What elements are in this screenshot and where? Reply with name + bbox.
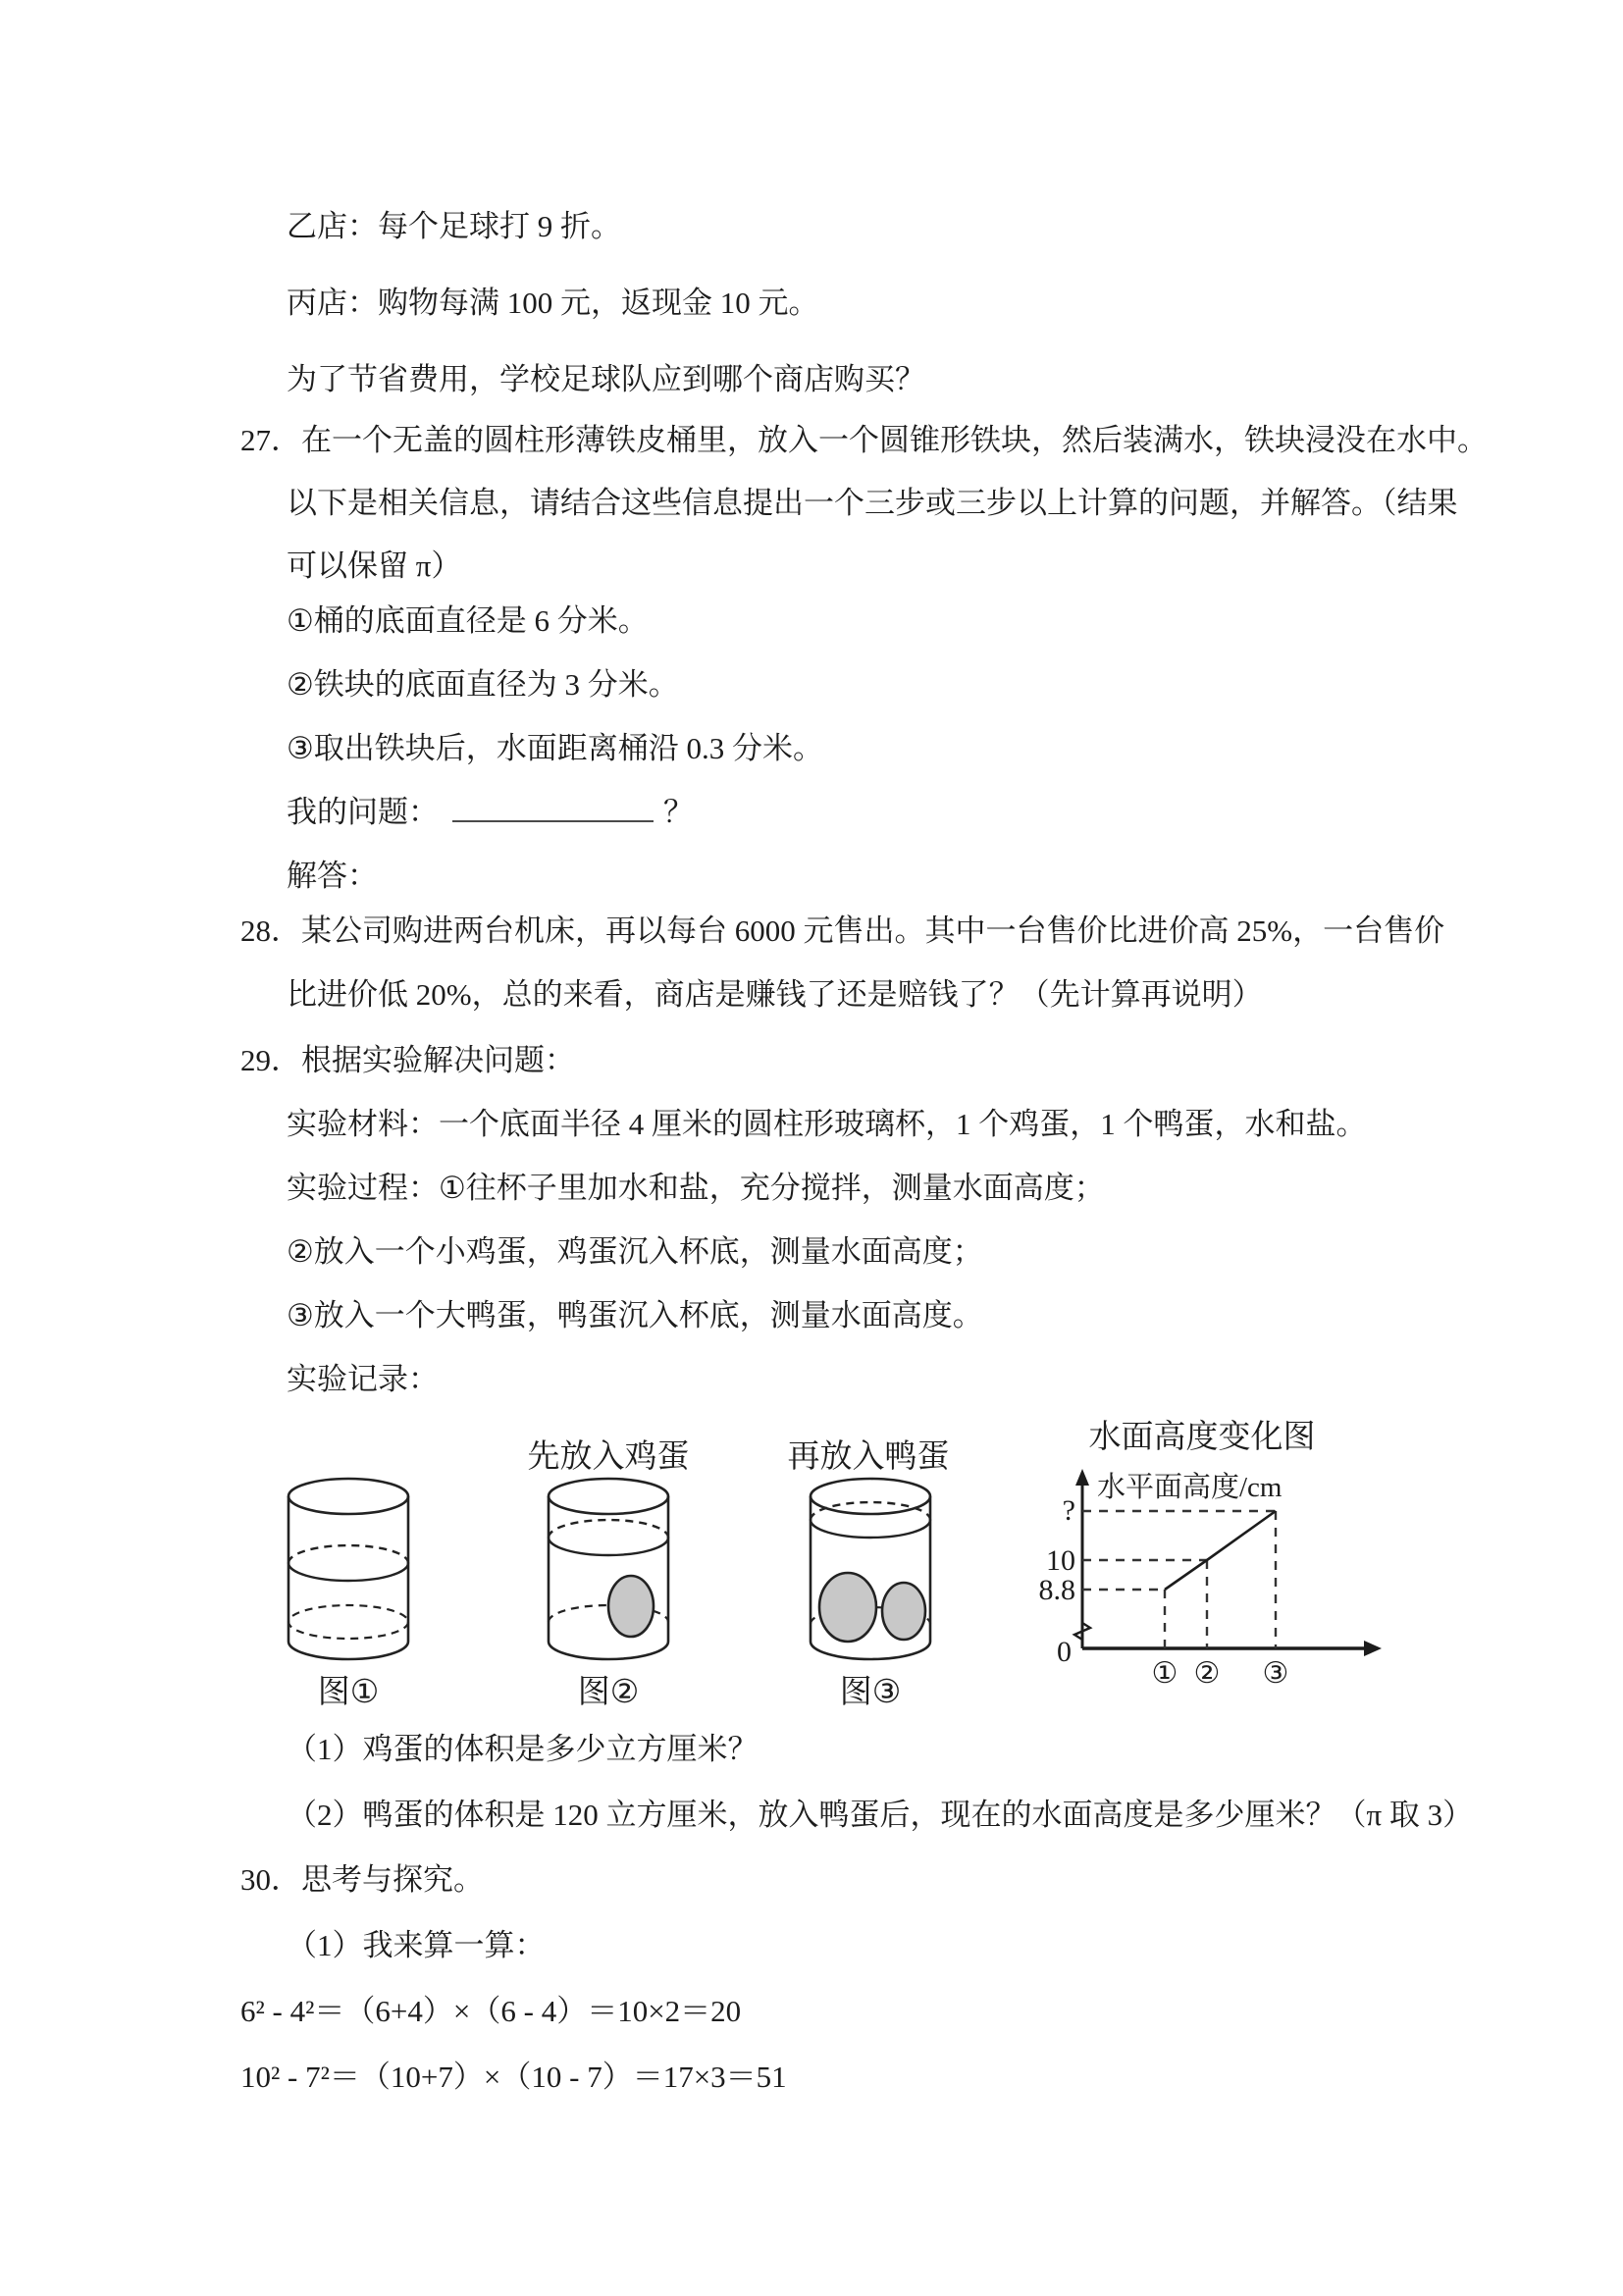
q29-materials: 实验材料：一个底面半径 4 厘米的圆柱形玻璃杯，1 个鸡蛋，1 个鸭蛋，水和盐。 xyxy=(287,1107,1367,1141)
q27-answer-label: 解答： xyxy=(287,859,378,893)
q28-line1: 28．某公司购进两台机床，再以每台 6000 元售出。其中一台售价比进价高 25%，一台售价 xyxy=(240,913,1445,948)
bottom-inner-dashed xyxy=(288,1605,408,1639)
q27-line2: 以下是相关信息，请结合这些信息提出一个三步或三步以上计算的问题，并解答。（结果 xyxy=(287,486,1458,520)
chart-ylabel: 水平面高度/cm xyxy=(1097,1472,1283,1503)
cylinder-bottom xyxy=(811,1642,930,1659)
water-level-back-dashed xyxy=(288,1545,408,1563)
ytick-10: 10 xyxy=(1046,1544,1075,1577)
water-level-back-dashed xyxy=(549,1520,668,1538)
q30-formula1: 6² - 4²＝（6+4）×（6 - 4）＝10×2＝20 xyxy=(240,1994,742,2028)
q30-title: 30．思考与探究。 xyxy=(240,1862,484,1897)
ytick-question: ? xyxy=(1062,1494,1075,1527)
cylinder-bottom xyxy=(549,1642,668,1659)
q26-question: 为了节省费用，学校足球队应到哪个商店购买？ xyxy=(287,362,925,396)
q30-sub1: （1）我来算一算： xyxy=(287,1928,546,1962)
q27-info1: ①桶的底面直径是 6 分米。 xyxy=(287,603,649,638)
y-axis-arrow xyxy=(1075,1469,1089,1486)
figure3-cylinder xyxy=(807,1477,934,1663)
cylinder-top-rim xyxy=(811,1479,930,1514)
x-axis-arrow xyxy=(1364,1641,1382,1656)
q27-info3: ③取出铁块后，水面距离桶沿 0.3 分米。 xyxy=(287,731,824,765)
q29-step1: 实验过程：①往杯子里加水和盐，充分搅拌，测量水面高度； xyxy=(287,1171,1105,1205)
q26-option-c: 丙店：购物每满 100 元，返现金 10 元。 xyxy=(287,286,819,320)
xtick-step2: ② xyxy=(1193,1657,1221,1690)
cylinder-top-rim xyxy=(549,1479,668,1514)
water-level-front xyxy=(288,1563,408,1581)
q29-sub1: （1）鸡蛋的体积是多少立方厘米？ xyxy=(287,1732,759,1766)
figure2-cylinder xyxy=(545,1477,672,1663)
figure1-cylinder xyxy=(285,1477,412,1663)
figure-panel2-label: 先放入鸡蛋 xyxy=(527,1439,690,1475)
water-level-front xyxy=(549,1538,668,1555)
q27-info2: ②铁块的底面直径为 3 分米。 xyxy=(287,667,679,702)
ytick-0: 0 xyxy=(1057,1636,1072,1668)
chicken-egg xyxy=(882,1583,925,1640)
figure1-caption: 图① xyxy=(317,1675,380,1710)
water-level-front xyxy=(811,1520,930,1538)
figure2-caption: 图② xyxy=(577,1675,640,1710)
q27-line1: 27．在一个无盖的圆柱形薄铁皮桶里，放入一个圆锥形铁块，然后装满水，铁块浸没在水中。 xyxy=(240,423,1488,457)
q27-question-mark: ？ xyxy=(663,795,694,829)
q29-step3: ③放入一个大鸭蛋，鸭蛋沉入杯底，测量水面高度。 xyxy=(287,1298,983,1332)
q30-formula2: 10² - 7²＝（10+7）×（10 - 7）＝17×3＝51 xyxy=(240,2060,787,2094)
duck-egg xyxy=(819,1573,876,1642)
figure-panel3-label: 再放入鸭蛋 xyxy=(787,1439,950,1475)
q26-option-b: 乙店：每个足球打 9 折。 xyxy=(287,209,621,243)
chart-title: 水面高度变化图 xyxy=(1088,1420,1316,1455)
water-height-chart xyxy=(1021,1465,1393,1710)
cylinder-top-rim xyxy=(288,1479,408,1514)
ytick-8-8: 8.8 xyxy=(1038,1574,1075,1606)
xtick-step3: ③ xyxy=(1262,1657,1289,1690)
q29-title: 29．根据实验解决问题： xyxy=(240,1043,575,1077)
q27-my-question-line xyxy=(287,792,694,833)
q29-sub2: （2）鸭蛋的体积是 120 立方厘米，放入鸭蛋后，现在的水面高度是多少厘米？（π 取 3） xyxy=(287,1798,1474,1832)
q27-line3: 可以保留 π） xyxy=(287,548,462,583)
q29-record-label: 实验记录： xyxy=(287,1362,439,1396)
water-height-line xyxy=(1165,1511,1276,1590)
figure3-caption: 图③ xyxy=(839,1675,902,1710)
q27-answer-blank xyxy=(452,793,654,822)
q28-line2: 比进价低 20%，总的来看，商店是赚钱了还是赔钱了？（先计算再说明） xyxy=(287,977,1263,1012)
chicken-egg xyxy=(608,1576,654,1637)
q29-step2: ②放入一个小鸡蛋，鸡蛋沉入杯底，测量水面高度； xyxy=(287,1234,983,1269)
q27-my-question-label: 我的问题： xyxy=(287,795,439,829)
water-level-back-dashed xyxy=(811,1502,930,1520)
cylinder-bottom xyxy=(288,1642,408,1659)
xtick-step1: ① xyxy=(1151,1657,1178,1690)
